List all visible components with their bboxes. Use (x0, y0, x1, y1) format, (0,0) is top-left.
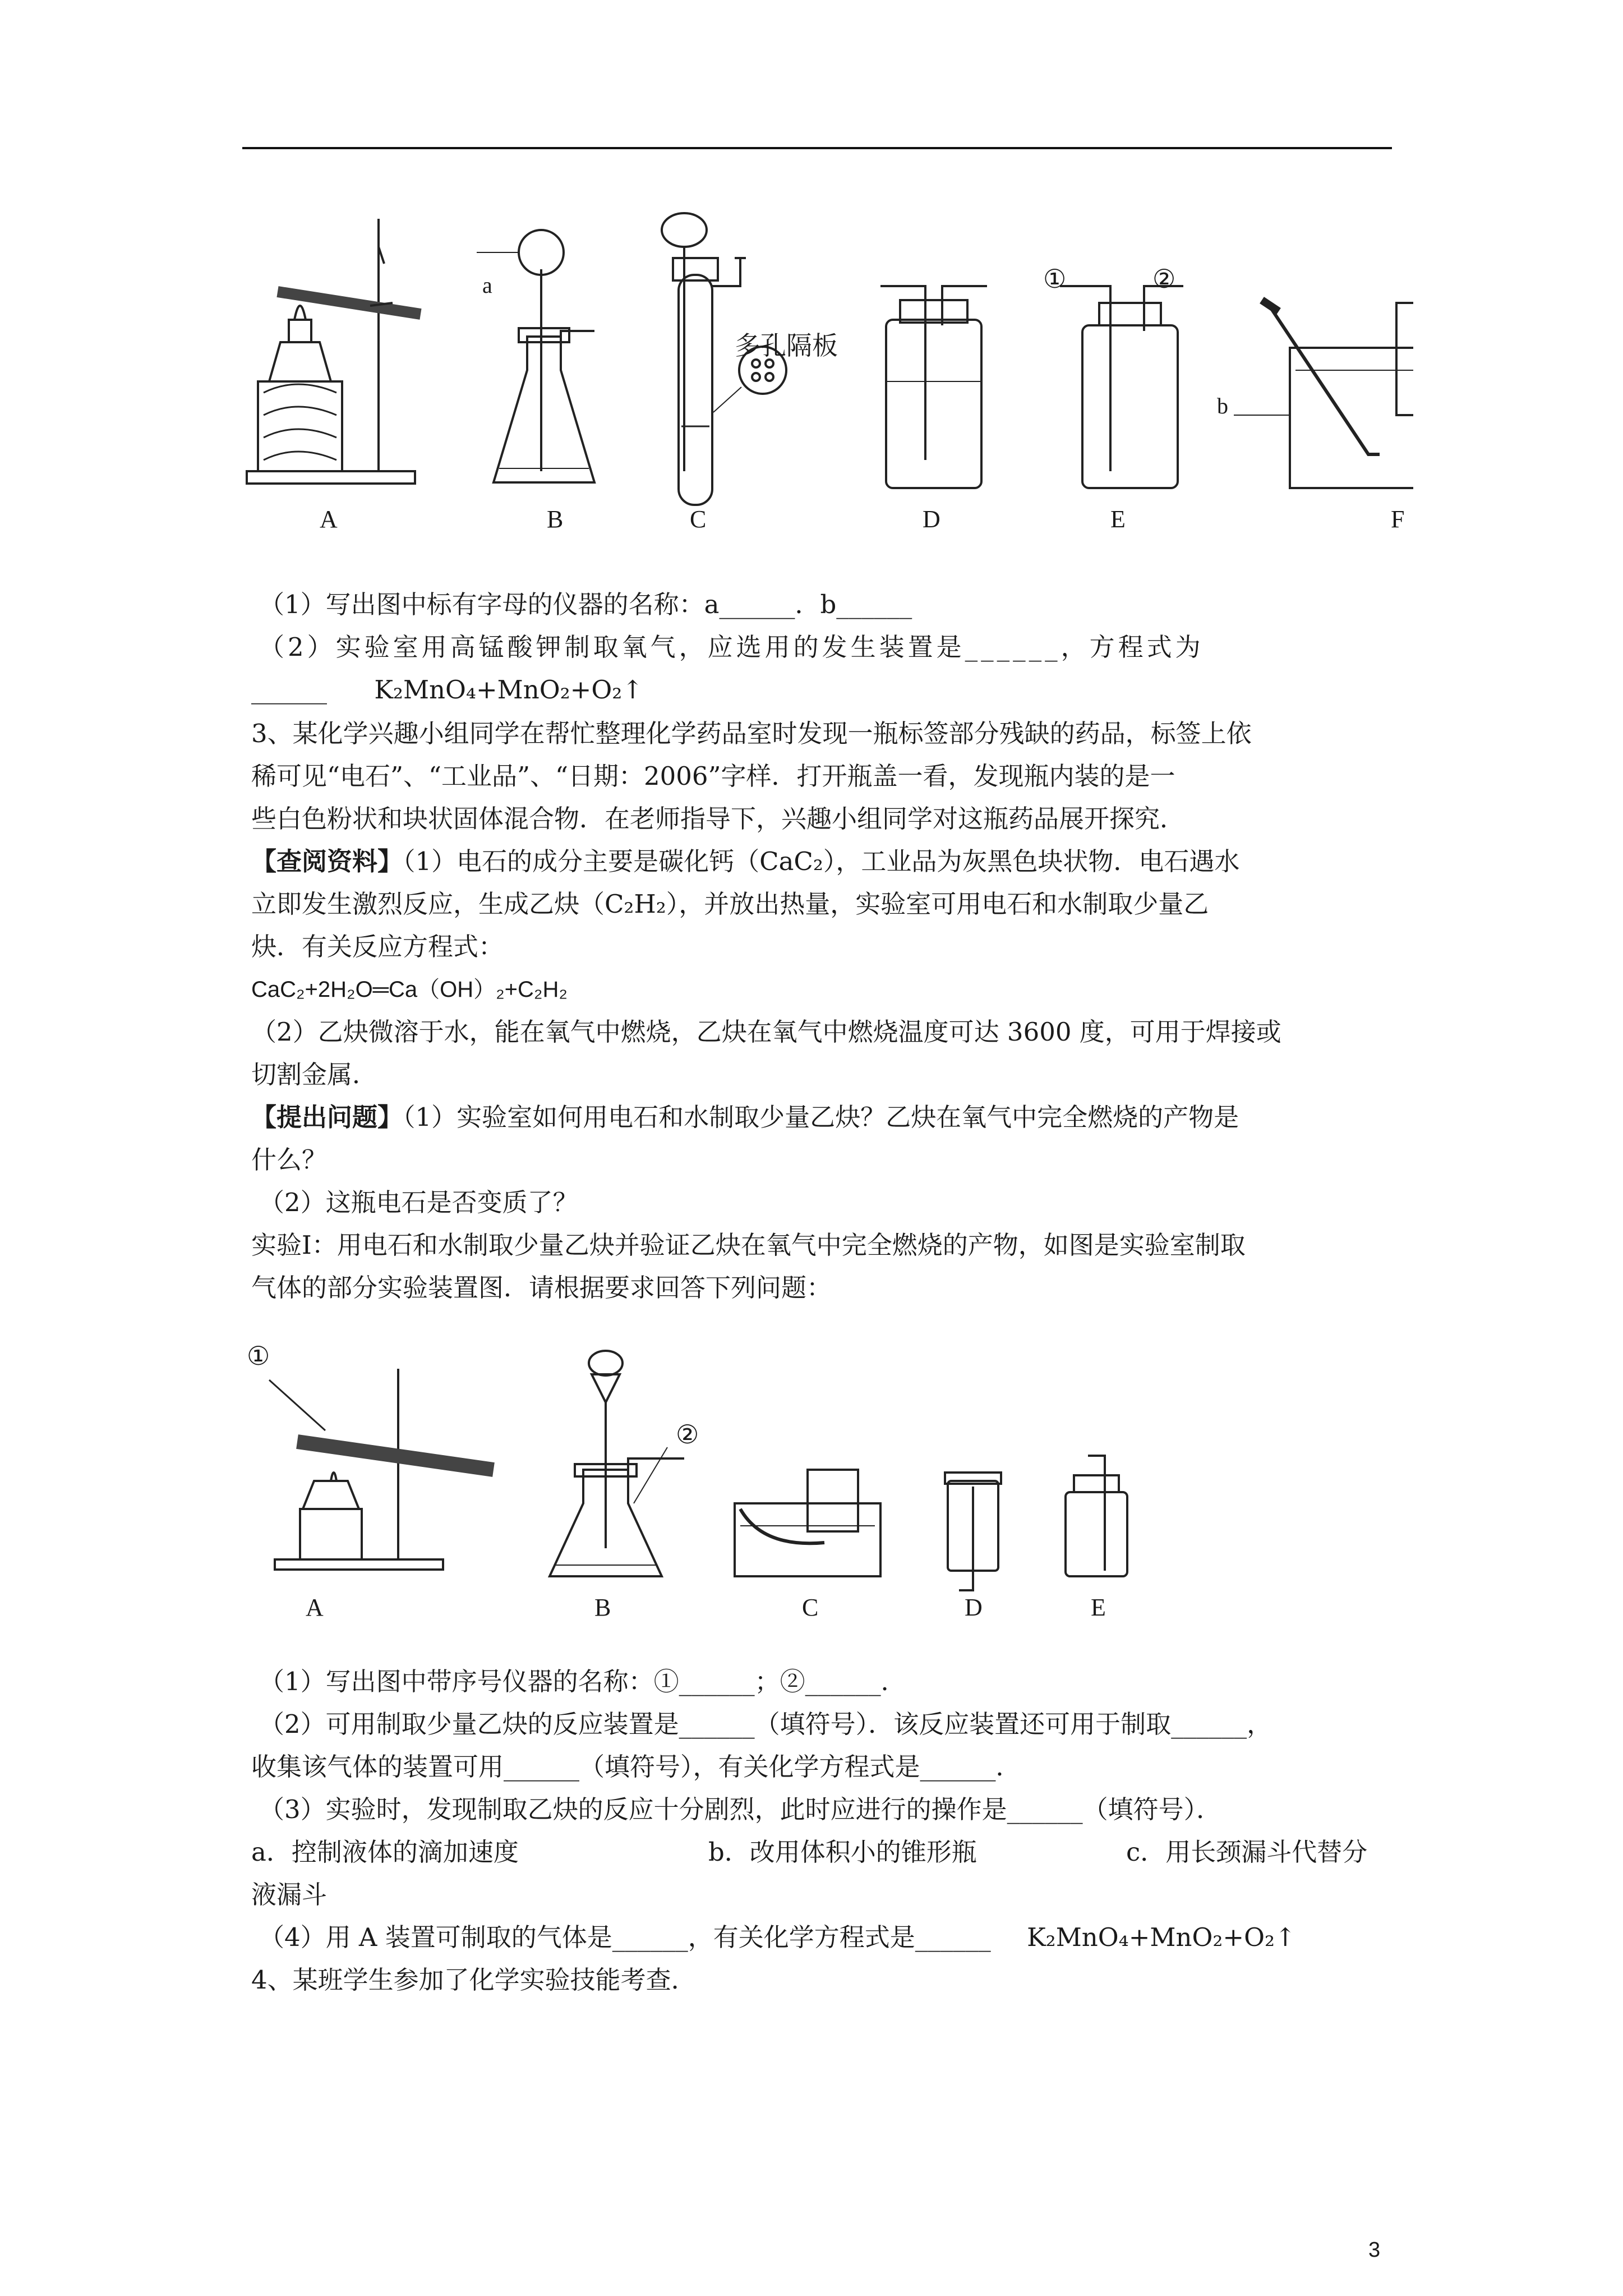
fig2-apparatus-a (269, 1369, 494, 1570)
q3-option-c-cont: 液漏斗 (251, 1880, 328, 1910)
q3-ask-line-3: （2）这瓶电石是否变质了？ (259, 1188, 578, 1217)
question-4-equation: K₂MnO₄+MnO₂+O₂↑ (1027, 1922, 1296, 1952)
figure2-mark-1: ① (247, 1341, 270, 1371)
q2-line-2: （2）实验室用高锰酸钾制取氧气，应选用的发生装置是______，方程式为 (259, 632, 1204, 662)
figure1-mark-2: ② (1152, 264, 1176, 294)
figure1-label-a: A (320, 505, 338, 533)
q3-question-3: （3）实验时，发现制取乙炔的反应十分剧烈，此时应进行的操作是______（填符号）． (259, 1795, 1222, 1824)
q2-equation: K₂MnO₄+MnO₂+O₂↑ (374, 675, 643, 705)
ask-text-1: （1）实验室如何用电石和水制取少量乙炔？乙炔在氧气中完全燃烧的产物是 (403, 1102, 1239, 1132)
figure1-mark-1: ① (1043, 264, 1067, 294)
q3-intro-2: 稀可见“电石”、“工业品”、“日期：2006”字样．打开瓶盖一看，发现瓶内装的是一 (251, 761, 1175, 791)
apparatus-f-trough (1234, 300, 1413, 488)
q3-ref-equation: CaC₂+2H₂O═Ca（OH）₂+C₂H₂ (251, 977, 568, 1002)
figure1-label-b: B (547, 505, 564, 533)
header-rule (242, 147, 1392, 149)
figure1-label-c: C (690, 505, 707, 533)
q3-ref-line-2: 立即发生激烈反应，生成乙炔（C₂H₂），并放出热量，实验室可用电石和水制取少量乙 (251, 889, 1209, 919)
q3-ref-line-3: 炔．有关反应方程式： (251, 932, 504, 961)
figure2-label-b: B (594, 1594, 611, 1621)
apparatus-figure-1 (236, 191, 1413, 550)
q2-blank: ______ (251, 675, 327, 705)
figure1-label-e: E (1110, 505, 1126, 533)
figure2-mark-2: ② (676, 1419, 699, 1450)
figure1-label-d: D (923, 505, 940, 533)
fig2-apparatus-b (550, 1351, 684, 1576)
fig2-apparatus-c (735, 1470, 880, 1576)
q3-ref-line-4: （2）乙炔微溶于水，能在氧气中燃烧，乙炔在氧气中燃烧温度可达 3600 度，可用于焊接或 (251, 1017, 1281, 1047)
q3-ref-line-1 (251, 840, 1395, 883)
apparatus-figure-2 (241, 1335, 1251, 1627)
porous-plate-label: 多孔隔板 (735, 330, 838, 361)
apparatus-a-heating (247, 219, 421, 484)
q3-intro-3: 些白色粉状和块状固体混合物．在老师指导下，兴趣小组同学对这瓶药品展开探究． (251, 804, 1186, 834)
figure2-label-e: E (1091, 1594, 1106, 1621)
apparatus-b-flask (477, 230, 594, 482)
q3-question-4 (259, 1916, 1403, 1959)
option-a: a．控制液体的滴加速度 (251, 1837, 519, 1867)
q3-ask-line-1 (251, 1096, 1395, 1139)
fig2-apparatus-d (945, 1473, 1001, 1590)
q3-question-2b: 收集该气体的装置可用______（填符号），有关化学方程式是______． (251, 1752, 1021, 1782)
figure2-label-d: D (965, 1594, 983, 1621)
q3-intro-1: 3、某化学兴趣小组同学在帮忙整理化学药品室时发现一瓶标签部分残缺的药品，标签上依 (251, 719, 1252, 748)
apparatus-e-bottle (1060, 286, 1183, 488)
apparatus-d-bottle (880, 286, 987, 488)
fig2-apparatus-e (1066, 1456, 1127, 1576)
option-b: b．改用体积小的锥形瓶 (708, 1837, 977, 1867)
q3-ask-line-2: 什么？ (251, 1145, 328, 1175)
figure1-mark-a: a (482, 273, 492, 298)
figure2-label-a: A (306, 1594, 324, 1621)
q2-line-3 (251, 669, 1395, 711)
figure1-mark-b: b (1217, 393, 1228, 418)
q2-line-1: （1）写出图中标有字母的仪器的名称：a______．b______ (259, 590, 912, 619)
ask-heading: 【提出问题】 (251, 1102, 403, 1132)
option-c: c．用长颈漏斗代替分 (1126, 1837, 1368, 1867)
q3-question-2a: （2）可用制取少量乙炔的反应装置是______（填符号）．该反应装置还可用于制取______， (259, 1709, 1272, 1739)
q3-ref-line-5: 切割金属． (251, 1060, 378, 1089)
ref-text-1: （1）电石的成分主要是碳化钙（CaC₂），工业品为灰黑色块状物．电石遇水 (403, 846, 1240, 876)
q3-question-1: （1）写出图中带序号仪器的名称：①______；②______． (259, 1667, 906, 1696)
question-4-text: （4）用 A 装置可制取的气体是______，有关化学方程式是______ (259, 1922, 991, 1952)
ref-heading: 【查阅资料】 (251, 846, 403, 876)
q3-exp-line-2: 气体的部分实验装置图．请根据要求回答下列问题： (251, 1273, 832, 1303)
figure1-label-f: F (1391, 505, 1405, 533)
q4-line-1: 4、某班学生参加了化学实验技能考查． (251, 1965, 697, 1995)
page-number: 3 (1368, 2238, 1381, 2262)
figure2-label-c: C (802, 1594, 819, 1621)
q3-exp-line-1: 实验Ⅰ：用电石和水制取少量乙炔并验证乙炔在氧气中完全燃烧的产物，如图是实验室制取 (251, 1230, 1246, 1260)
